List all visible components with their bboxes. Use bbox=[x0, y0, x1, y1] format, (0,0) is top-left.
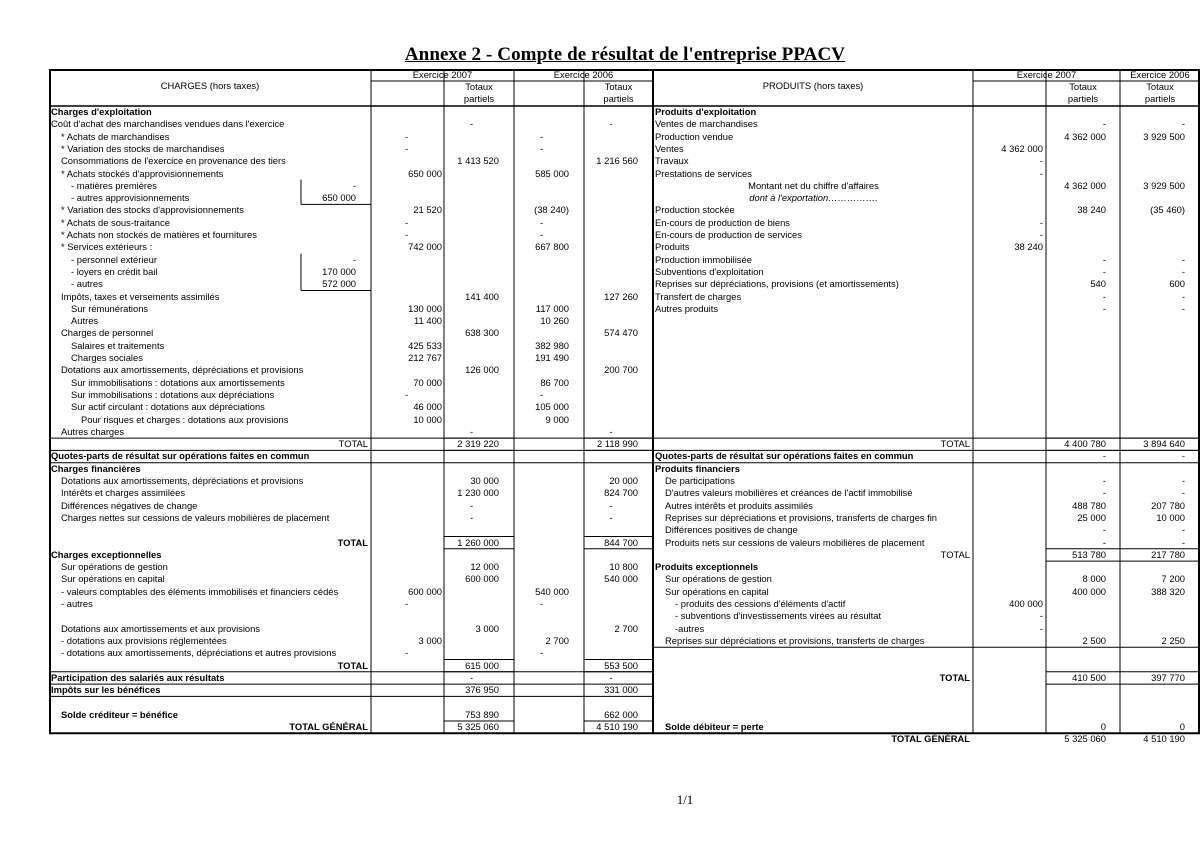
charges-row-label: Sur actif circulant : dotations aux dépréciations bbox=[71, 401, 265, 413]
charges-row-label: - autres bbox=[71, 278, 103, 290]
produits-total-2006: 7 200 bbox=[1161, 573, 1185, 585]
charges-row-label: Dotations aux amortissements, dépréciations et provisions bbox=[61, 364, 304, 376]
produits-row-label: Subventions d'exploitation bbox=[655, 265, 764, 277]
produits-total-2007: - bbox=[1102, 253, 1106, 265]
charges-value-2007: - bbox=[404, 647, 409, 659]
produits-total-2007: 25 000 bbox=[1077, 511, 1106, 523]
charges-row-label: - valeurs comptables des éléments immobilisés et financiers cédés bbox=[61, 585, 339, 597]
charges-total-2006: 127 260 bbox=[604, 290, 638, 302]
charges-total-2006: 574 470 bbox=[604, 327, 638, 339]
produits-total-2007: 5 325 060 bbox=[1064, 733, 1106, 743]
charges-row-label: Consommations de l'exercice en provenance des tiers bbox=[61, 155, 286, 167]
produits-total-2006: - bbox=[1181, 290, 1185, 302]
charges-row-label: Dotations aux amortissements et aux provisions bbox=[61, 622, 261, 634]
charges-value-2007: 130 000 bbox=[408, 302, 442, 314]
produits-row-label: Produits bbox=[655, 241, 690, 253]
produits-total-2007: 2 500 bbox=[1082, 634, 1106, 646]
produits-row-label: Production immobilisée bbox=[655, 253, 752, 265]
produits-total-2006: 397 770 bbox=[1151, 671, 1185, 683]
produits-total-2006: 4 510 190 bbox=[1143, 733, 1185, 743]
charges-value-2007: 742 000 bbox=[408, 241, 442, 253]
produits-row-label: TOTAL bbox=[939, 671, 970, 683]
charges-row-label: Coût d'achat des marchandises vendues dans l'exercice bbox=[51, 118, 285, 130]
charges-value-2006: - bbox=[539, 229, 544, 240]
produits-total-2007: 0 bbox=[1100, 721, 1106, 732]
charges-total-2006: 824 700 bbox=[604, 487, 638, 499]
produits-total-2007: - bbox=[1102, 290, 1106, 302]
charges-row-label: Intérêts et charges assimilées bbox=[61, 487, 186, 499]
charges-total-2007: 753 890 bbox=[465, 708, 499, 720]
produits-row-label: Autres intérêts et produits assimilés bbox=[665, 499, 813, 511]
totaux-header: Totaux bbox=[604, 81, 633, 92]
produits-value-2007: - bbox=[1039, 167, 1043, 179]
charges-total-2007: - bbox=[469, 118, 474, 130]
charges-value-2007: 600 000 bbox=[408, 585, 442, 597]
produits-total-2006: - bbox=[1181, 118, 1185, 130]
charges-total-2006: - bbox=[609, 511, 613, 523]
charges-row-label: - autres approvisionnements bbox=[71, 192, 190, 204]
produits-row-label: De participations bbox=[665, 475, 735, 486]
produits-row-label: Reprises sur dépréciations, provisions (et amortissements) bbox=[655, 278, 899, 290]
produits-value-2007: 4 362 000 bbox=[1001, 142, 1043, 154]
charges-total-2007: 638 300 bbox=[465, 327, 499, 339]
produits-row-label: TOTAL bbox=[940, 438, 970, 450]
charges-value-2007: - bbox=[404, 598, 409, 609]
charges-value-2007: - bbox=[404, 130, 409, 142]
charges-value-2007: 11 400 bbox=[414, 315, 442, 327]
charges-row-label: - personnel extérieur bbox=[71, 253, 157, 265]
charges-value-2007: 10 000 bbox=[413, 413, 442, 425]
produits-total-2007: - bbox=[1102, 487, 1106, 499]
produits-row-label: Solde débiteur = perte bbox=[665, 721, 764, 732]
charges-row-label: Participation des salariés aux résultats bbox=[51, 671, 225, 683]
charges-value-2006: 10 260 bbox=[540, 315, 569, 327]
charges-value-2006: 585 000 bbox=[535, 167, 569, 179]
produits-total-2007: 540 bbox=[1090, 278, 1106, 290]
charges-total-2006: - bbox=[609, 499, 613, 511]
produits-row-label: dont à l'exportation……………. bbox=[749, 192, 878, 204]
charges-total-2006: 844 700 bbox=[604, 536, 638, 548]
charges-row-label: Impôts sur les bénéfices bbox=[51, 684, 161, 696]
produits-total-2006: 207 780 bbox=[1151, 499, 1185, 511]
charges-total-2007: 141 400 bbox=[465, 290, 499, 302]
produits-row-label: Sur opérations de gestion bbox=[665, 573, 772, 585]
charges-row-label: Sur opérations de gestion bbox=[61, 561, 168, 573]
charges-row-label: Sur immobilisations : dotations aux dépréciations bbox=[71, 388, 275, 400]
produits-total-2006: 2 250 bbox=[1161, 634, 1185, 646]
produits-total-2007: - bbox=[1102, 524, 1106, 536]
income-statement-table bbox=[49, 69, 1200, 743]
charges-value-2006: 117 000 bbox=[535, 302, 569, 314]
produits-header: PRODUITS (hors taxes) bbox=[762, 80, 864, 91]
charges-row-label: Impôts, taxes et versements assimilés bbox=[61, 290, 220, 302]
charges-row-label: TOTAL bbox=[338, 438, 368, 450]
charges-row-label: Salaires et traitements bbox=[71, 339, 165, 351]
charges-value-2006: 191 490 bbox=[535, 352, 569, 363]
charges-total-2007: 12 000 bbox=[470, 561, 499, 573]
produits-total-2006: - bbox=[1181, 536, 1185, 548]
charges-row-label: * Achats non stockés de matières et fournitures bbox=[61, 229, 257, 240]
charges-row-label: Pour risques et charges : dotations aux provisions bbox=[81, 413, 289, 425]
charges-total-2006: 553 500 bbox=[604, 659, 638, 671]
charges-row-label: - dotations aux provisions réglementées bbox=[61, 634, 227, 646]
charges-total-2006: 10 800 bbox=[609, 561, 638, 573]
produits-total-2007: 4 362 000 bbox=[1064, 130, 1106, 142]
charges-value-2006: 86 700 bbox=[540, 376, 569, 388]
produits-total-2006: 388 320 bbox=[1151, 585, 1185, 597]
charges-row-label: - autres bbox=[61, 598, 93, 609]
produits-total-2007: - bbox=[1102, 450, 1106, 462]
charges-row-label: * Achats de sous-traitance bbox=[61, 216, 170, 228]
produits-total-2007: 4 362 000 bbox=[1064, 179, 1106, 191]
totaux-header: Totaux bbox=[465, 81, 493, 92]
produits-total-2007: - bbox=[1102, 118, 1106, 130]
produits-value-2007: - bbox=[1039, 610, 1043, 622]
charges-row-label: Sur immobilisations : dotations aux amortissements bbox=[71, 376, 285, 388]
charges-sub-value: - bbox=[352, 253, 356, 265]
charges-row-label: Solde créditeur = bénéfice bbox=[61, 708, 178, 720]
charges-row-label: * Achats stockés d'approvisionnements bbox=[61, 167, 224, 179]
exercice-2007-header: Exercice 2007 bbox=[412, 69, 473, 80]
partiels-header: partiels bbox=[603, 93, 634, 104]
produits-total-2007: 410 500 bbox=[1072, 671, 1106, 683]
charges-total-2007: 1 230 000 bbox=[457, 487, 499, 499]
produits-value-2007: - bbox=[1039, 622, 1043, 634]
produits-total-2006: 10 000 bbox=[1156, 511, 1185, 523]
produits-total-2006: 600 bbox=[1169, 278, 1185, 290]
produits-row-label: - produits des cessions d'éléments d'actif bbox=[675, 598, 846, 609]
produits-row-label: Ventes bbox=[655, 142, 684, 154]
charges-total-2007: - bbox=[469, 499, 474, 511]
charges-row-label: Sur opérations en capital bbox=[61, 573, 165, 585]
charges-total-2006: - bbox=[609, 118, 613, 130]
charges-value-2006: (38 240) bbox=[534, 204, 569, 216]
charges-value-2006: - bbox=[539, 130, 544, 142]
produits-row-label: Différences positives de change bbox=[665, 524, 798, 536]
produits-row-label: Production vendue bbox=[655, 130, 734, 142]
produits-total-2006: - bbox=[1181, 450, 1185, 462]
charges-value-2007: 21 520 bbox=[413, 204, 442, 216]
charges-value-2006: - bbox=[539, 647, 544, 659]
produits-total-2006: 3 894 640 bbox=[1143, 438, 1185, 450]
charges-total-2006: 2 700 bbox=[614, 622, 638, 634]
produits-row-label: Produits nets sur cessions de valeurs mobilières de placement bbox=[665, 536, 925, 548]
charges-total-2007: 600 000 bbox=[465, 573, 499, 585]
charges-row-label: * Variation des stocks de marchandises bbox=[61, 142, 225, 154]
charges-total-2007: 3 000 bbox=[475, 622, 499, 634]
produits-total-2007: 38 240 bbox=[1077, 204, 1106, 216]
produits-row-label: Produits exceptionnels bbox=[655, 561, 759, 573]
charges-total-2006: 662 000 bbox=[604, 708, 638, 720]
charges-row-label: - loyers en crédit bail bbox=[71, 265, 158, 277]
produits-total-2006: (35 460) bbox=[1150, 204, 1185, 216]
charges-header: CHARGES (hors taxes) bbox=[160, 80, 260, 91]
charges-total-2006: - bbox=[609, 671, 613, 683]
charges-value-2007: 3 000 bbox=[418, 634, 442, 646]
charges-value-2007: 46 000 bbox=[413, 401, 442, 413]
produits-row-label: Quotes-parts de résultat sur opérations faites en commun bbox=[655, 450, 914, 462]
charges-value-2007: 212 767 bbox=[408, 352, 442, 363]
produits-row-label: Prestations de services bbox=[655, 167, 752, 179]
produits-row-label: Reprises sur dépréciations et provisions, transferts de charges bbox=[665, 634, 925, 646]
produits-total-2006: - bbox=[1181, 253, 1185, 265]
produits-row-label: TOTAL GÉNÉRAL bbox=[891, 733, 970, 743]
produits-value-2007: 38 240 bbox=[1014, 241, 1043, 253]
produits-row-label: - subventions d'investissements virées au résultat bbox=[675, 610, 882, 622]
charges-value-2007: - bbox=[404, 229, 409, 240]
charges-value-2006: - bbox=[539, 388, 544, 400]
produits-value-2007: - bbox=[1039, 216, 1043, 228]
charges-row-label: TOTAL bbox=[337, 536, 368, 548]
page-number: 1/1 bbox=[676, 792, 694, 807]
produits-row-label: TOTAL bbox=[940, 548, 970, 560]
produits-total-2007: - bbox=[1102, 536, 1106, 548]
produits-value-2007: 400 000 bbox=[1009, 598, 1043, 609]
charges-total-2006: 200 700 bbox=[604, 364, 638, 376]
produits-total-2006: 217 780 bbox=[1151, 548, 1185, 560]
charges-row-label: Quotes-parts de résultat sur opérations faites en commun bbox=[51, 450, 310, 462]
produits-total-2007: - bbox=[1102, 475, 1106, 486]
partiels-header: partiels bbox=[463, 93, 495, 104]
produits-row-label: Transfert de charges bbox=[655, 290, 742, 302]
produits-total-2006: - bbox=[1181, 487, 1185, 499]
charges-sub-value: 650 000 bbox=[322, 192, 356, 204]
charges-value-2006: 382 980 bbox=[535, 339, 569, 351]
charges-row-label: TOTAL GÉNÉRAL bbox=[289, 721, 368, 732]
charges-value-2007: - bbox=[404, 388, 409, 400]
produits-total-2007: 4 400 780 bbox=[1064, 438, 1106, 450]
produits-total-2006: - bbox=[1181, 302, 1185, 314]
produits-row-label: Production stockée bbox=[655, 204, 735, 216]
produits-total-2006: 3 929 500 bbox=[1143, 179, 1185, 191]
exercice-2007-header: Exercice 2007 bbox=[1016, 69, 1077, 80]
produits-row-label: Montant net du chiffre d'affaires bbox=[748, 179, 879, 191]
charges-value-2007: 425 533 bbox=[408, 339, 442, 351]
produits-total-2007: 488 780 bbox=[1072, 499, 1106, 511]
charges-value-2007: 70 000 bbox=[413, 376, 442, 388]
produits-total-2007: 513 780 bbox=[1072, 548, 1106, 560]
produits-total-2007: 8 000 bbox=[1082, 573, 1106, 585]
charges-row-label: Sur rémunérations bbox=[71, 302, 149, 314]
charges-value-2006: 2 700 bbox=[545, 634, 569, 646]
charges-row-label: * Variation des stocks d'approvisionnements bbox=[61, 204, 244, 216]
charges-total-2006: 2 118 990 bbox=[596, 438, 638, 450]
charges-total-2006: 331 000 bbox=[604, 684, 638, 696]
produits-value-2007: - bbox=[1039, 155, 1043, 167]
totaux-header: Totaux bbox=[1146, 81, 1174, 92]
partiels-header: partiels bbox=[1144, 93, 1176, 104]
produits-row-label: Travaux bbox=[655, 155, 689, 167]
charges-row-label: TOTAL bbox=[337, 659, 368, 671]
charges-total-2007: 30 000 bbox=[470, 475, 499, 486]
charges-total-2007: - bbox=[469, 511, 474, 523]
charges-value-2007: - bbox=[404, 216, 409, 228]
charges-row-label: Charges de personnel bbox=[61, 327, 154, 339]
charges-value-2006: - bbox=[539, 598, 544, 609]
produits-row-label: Produits d'exploitation bbox=[655, 106, 757, 117]
charges-value-2006: 105 000 bbox=[535, 401, 569, 413]
produits-total-2007: 400 000 bbox=[1072, 585, 1106, 597]
produits-total-2006: - bbox=[1181, 475, 1185, 486]
charges-value-2006: - bbox=[539, 142, 544, 154]
charges-row-label: Charges d'exploitation bbox=[51, 106, 152, 117]
charges-total-2006: 20 000 bbox=[609, 475, 638, 486]
totaux-header: Totaux bbox=[1069, 81, 1097, 92]
charges-value-2006: 9 000 bbox=[545, 413, 569, 425]
produits-row-label: En-cours de production de biens bbox=[655, 216, 790, 228]
charges-total-2007: 1 260 000 bbox=[457, 536, 499, 548]
produits-row-label: -autres bbox=[675, 622, 705, 634]
charges-total-2007: 2 319 220 bbox=[457, 438, 499, 450]
charges-value-2006: 540 000 bbox=[535, 585, 569, 597]
charges-total-2007: 126 000 bbox=[465, 364, 499, 376]
charges-row-label: * Achats de marchandises bbox=[61, 130, 170, 142]
charges-total-2006: 4 510 190 bbox=[596, 721, 638, 732]
produits-row-label: Ventes de marchandises bbox=[655, 118, 758, 130]
charges-row-label: Dotations aux amortissements, dépréciations et provisions bbox=[61, 475, 304, 486]
produits-row-label: Produits financiers bbox=[655, 462, 740, 474]
charges-row-label: Autres bbox=[71, 315, 99, 327]
charges-row-label: - dotations aux amortissements, dépréciations et autres provisions bbox=[61, 647, 337, 659]
charges-total-2007: 376 950 bbox=[465, 684, 499, 696]
produits-total-2006: 0 bbox=[1179, 721, 1185, 732]
exercice-2006-header: Exercice 2006 bbox=[553, 69, 614, 80]
produits-row-label: En-cours de production de services bbox=[655, 229, 802, 240]
charges-total-2006: - bbox=[609, 425, 613, 437]
charges-value-2007: 650 000 bbox=[408, 167, 442, 179]
charges-sub-value: 170 000 bbox=[322, 265, 356, 277]
produits-row-label: Autres produits bbox=[655, 302, 719, 314]
charges-total-2007: 5 325 060 bbox=[457, 721, 499, 732]
charges-row-label: Charges exceptionnelles bbox=[51, 548, 162, 560]
produits-total-2006: - bbox=[1181, 524, 1185, 536]
charges-row-label: - matières premières bbox=[71, 179, 157, 191]
charges-total-2006: 1 216 560 bbox=[596, 155, 638, 167]
charges-row-label: * Services extérieurs : bbox=[61, 241, 153, 253]
charges-row-label: Charges sociales bbox=[71, 352, 143, 363]
charges-row-label: Différences négatives de change bbox=[61, 499, 198, 511]
produits-total-2006: 3 929 500 bbox=[1143, 130, 1185, 142]
produits-row-label: D'autres valeurs mobilières et créances de l'actif immobilisé bbox=[665, 487, 913, 499]
exercice-2006-header: Exercice 2006 bbox=[1130, 69, 1190, 80]
produits-total-2007: - bbox=[1102, 302, 1106, 314]
charges-total-2007: - bbox=[469, 425, 474, 437]
page-title: Annexe 2 - Compte de résultat de l'entreprise PPACV bbox=[404, 44, 846, 65]
charges-value-2007: - bbox=[404, 142, 409, 154]
produits-row-label: Sur opérations en capital bbox=[665, 585, 769, 597]
produits-value-2007: - bbox=[1039, 229, 1043, 240]
produits-row-label: Reprises sur dépréciations et provisions, transferts de charges fin bbox=[665, 511, 938, 523]
charges-total-2007: 1 413 520 bbox=[457, 155, 499, 167]
charges-sub-value: - bbox=[352, 179, 356, 191]
charges-sub-value: 572 000 bbox=[322, 278, 356, 290]
produits-total-2007: - bbox=[1102, 265, 1106, 277]
charges-row-label: Charges financières bbox=[51, 462, 141, 474]
produits-total-2006: - bbox=[1181, 265, 1185, 277]
charges-row-label: Charges nettes sur cessions de valeurs mobilières de placement bbox=[61, 511, 330, 523]
charges-value-2006: 667 800 bbox=[535, 241, 569, 253]
charges-value-2006: - bbox=[539, 216, 544, 228]
charges-total-2007: - bbox=[469, 671, 474, 683]
charges-row-label: Autres charges bbox=[61, 425, 125, 437]
partiels-header: partiels bbox=[1067, 93, 1099, 104]
charges-total-2006: 540 000 bbox=[604, 573, 638, 585]
charges-total-2007: 615 000 bbox=[465, 659, 499, 671]
